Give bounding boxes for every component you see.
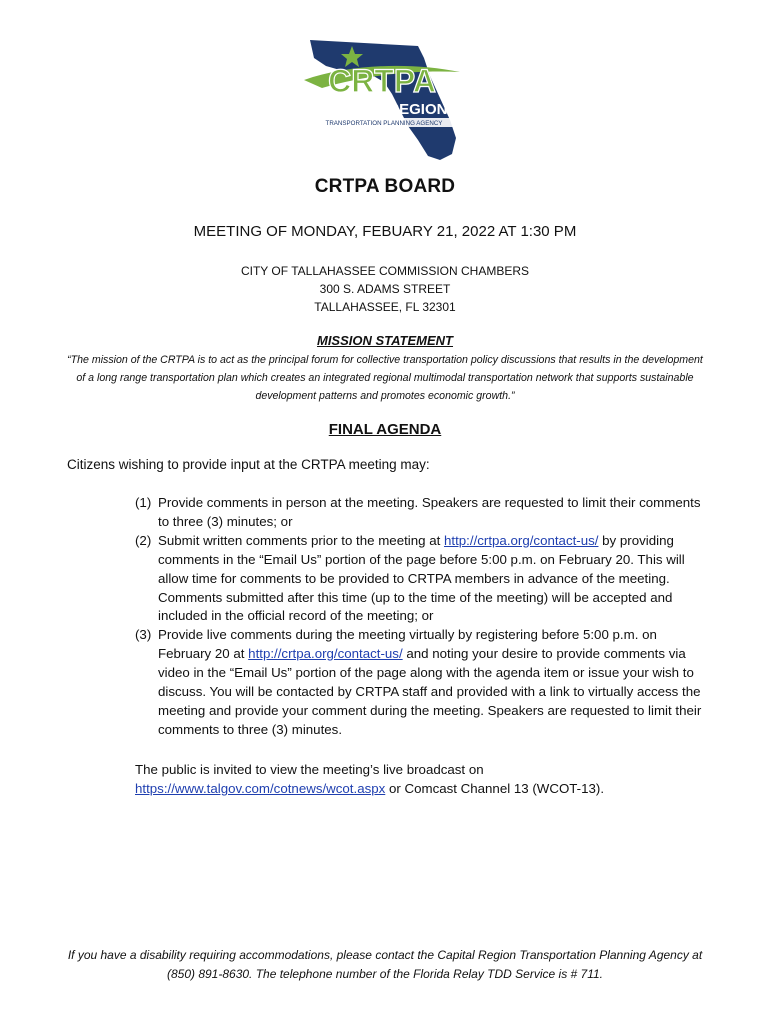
document-title: CRTPA BOARD [314, 176, 456, 197]
broadcast-text: The public is invited to view the meeting’s live broadcast on [135, 762, 484, 777]
address-line-3: TALLAHASSEE, FL 32301 [314, 300, 456, 314]
broadcast-notice [135, 760, 695, 798]
list-item [135, 494, 705, 532]
list-item-text-post: and noting your desire to provide comments via video in the “Email Us” portion of the page along with the agenda item or issue your wish to discuss. You will be contacted by CRTPA staff and provided with a link to virtually access the meeting and provide your comment during the meeting. Speakers are requested to limit their comments to three (3) minutes. [158, 646, 702, 737]
svg-text:CAPITAL REGION: CAPITAL REGION [320, 101, 448, 118]
accessibility-footer: If you have a disability requiring accommodations, please contact the Capital Region Transportation Planning Agency at (850) 891-8630. The telephone number of the Florida Relay TDD Service is # 711. [67, 948, 703, 981]
mission-heading: MISSION STATEMENT [316, 333, 454, 348]
contact-us-link[interactable]: http://crtpa.org/contact-us/ [248, 646, 403, 662]
list-item-text-pre: Provide live comments during the meeting virtually by registering before 5:00 p.m. on February 20 at [158, 627, 657, 662]
list-number: (3) [135, 627, 152, 643]
address-line-2: 300 S. ADAMS STREET [319, 282, 451, 296]
list-number: (2) [135, 532, 152, 548]
svg-text:CRTPA: CRTPA [328, 63, 436, 99]
meeting-date-line: MEETING OF MONDAY, FEBUARY 21, 2022 AT 1:30 PM [193, 223, 577, 240]
contact-us-link[interactable]: http://crtpa.org/contact-us/ [444, 532, 599, 548]
list-number: (1) [135, 495, 152, 510]
list-item-text: Provide comments in person at the meeting. Speakers are requested to limit their comments to three (3) minutes; or [158, 495, 701, 529]
agenda-heading: FINAL AGENDA [328, 421, 442, 438]
list-item-text-post: by providing comments in the “Email Us” portion of the page before 5:00 p.m. on February 20. This will allow time for comments to be provided to CRTPA members in advance of the meeting. Comments submitted after this time (up to the time of the meeting) will be accepted and included in the official record of the meeting; or [158, 532, 685, 624]
svg-text:TRANSPORTATION PLANNING AGENCY: TRANSPORTATION PLANNING AGENCY [325, 120, 443, 127]
list-item [135, 532, 705, 627]
mission-statement: “The mission of the CRTPA is to act as the principal forum for collective transportation policy discussions that results in the development of a long range transportation plan which creates an integrated regional multimodal transportation network that supports sustainable development patterns and promotes economic growth.” [67, 354, 703, 402]
crtpa-logo [300, 36, 465, 164]
list-item-text-pre: Submit written comments prior to the meeting at [158, 532, 444, 548]
wcot-broadcast-link[interactable]: https://www.talgov.com/cotnews/wcot.aspx [135, 781, 386, 796]
input-options-list [135, 494, 705, 740]
broadcast-channel-text: or Comcast Channel 13 (WCOT-13). [385, 781, 605, 796]
agenda-intro: Citizens wishing to provide input at the CRTPA meeting may: [67, 457, 430, 472]
address-line-1: CITY OF TALLAHASSEE COMMISSION CHAMBERS [240, 264, 530, 278]
list-item [135, 626, 705, 739]
florida-map-icon [300, 36, 465, 164]
